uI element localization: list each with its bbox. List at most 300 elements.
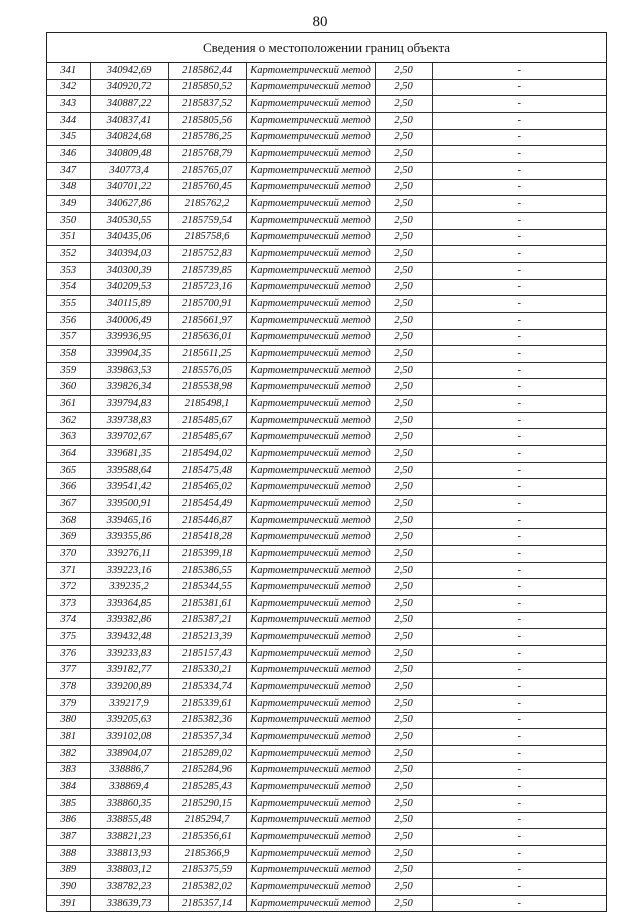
point-number-cell: 380 — [47, 712, 90, 729]
x-coordinate-cell: 339217,9 — [90, 695, 168, 712]
method-cell: Картометрический метод — [246, 212, 375, 229]
method-cell: Картометрический метод — [246, 412, 375, 429]
description-cell: - — [432, 429, 606, 446]
accuracy-cell: 2,50 — [375, 729, 432, 746]
point-number-cell: 382 — [47, 745, 90, 762]
accuracy-cell: 2,50 — [375, 546, 432, 563]
point-number-cell: 390 — [47, 879, 90, 896]
point-number-cell: 371 — [47, 562, 90, 579]
point-number-cell: 361 — [47, 396, 90, 413]
table-row — [47, 63, 606, 79]
point-number-cell: 378 — [47, 679, 90, 696]
method-cell: Картометрический метод — [246, 196, 375, 213]
table-row — [47, 312, 606, 329]
accuracy-cell: 2,50 — [375, 862, 432, 879]
accuracy-cell: 2,50 — [375, 629, 432, 646]
x-coordinate-cell: 339904,35 — [90, 346, 168, 363]
y-coordinate-cell: 2185837,52 — [168, 96, 246, 113]
y-coordinate-cell: 2185357,14 — [168, 895, 246, 911]
method-cell: Картометрический метод — [246, 129, 375, 146]
y-coordinate-cell: 2185213,39 — [168, 629, 246, 646]
y-coordinate-cell: 2185290,15 — [168, 795, 246, 812]
method-cell: Картометрический метод — [246, 279, 375, 296]
point-number-cell: 377 — [47, 662, 90, 679]
method-cell: Картометрический метод — [246, 596, 375, 613]
table-row — [47, 396, 606, 413]
table-row — [47, 895, 606, 911]
description-cell: - — [432, 179, 606, 196]
x-coordinate-cell: 338869,4 — [90, 779, 168, 796]
description-cell: - — [432, 529, 606, 546]
description-cell: - — [432, 679, 606, 696]
method-cell: Картометрический метод — [246, 629, 375, 646]
y-coordinate-cell: 2185418,28 — [168, 529, 246, 546]
table-row — [47, 279, 606, 296]
y-coordinate-cell: 2185465,02 — [168, 479, 246, 496]
accuracy-cell: 2,50 — [375, 246, 432, 263]
method-cell: Картометрический метод — [246, 795, 375, 812]
method-cell: Картометрический метод — [246, 812, 375, 829]
method-cell: Картометрический метод — [246, 396, 375, 413]
accuracy-cell: 2,50 — [375, 712, 432, 729]
x-coordinate-cell: 340530,55 — [90, 212, 168, 229]
description-cell: - — [432, 546, 606, 563]
table-row — [47, 229, 606, 246]
x-coordinate-cell: 339102,08 — [90, 729, 168, 746]
accuracy-cell: 2,50 — [375, 146, 432, 163]
boundary-table-frame — [46, 32, 607, 912]
y-coordinate-cell: 2185768,79 — [168, 146, 246, 163]
table-row — [47, 296, 606, 313]
accuracy-cell: 2,50 — [375, 279, 432, 296]
y-coordinate-cell: 2185723,16 — [168, 279, 246, 296]
x-coordinate-cell: 339276,11 — [90, 546, 168, 563]
y-coordinate-cell: 2185382,02 — [168, 879, 246, 896]
point-number-cell: 342 — [47, 79, 90, 96]
method-cell: Картометрический метод — [246, 329, 375, 346]
x-coordinate-cell: 339235,2 — [90, 579, 168, 596]
description-cell: - — [432, 162, 606, 179]
x-coordinate-cell: 338886,7 — [90, 762, 168, 779]
method-cell: Картометрический метод — [246, 762, 375, 779]
point-number-cell: 391 — [47, 895, 90, 911]
accuracy-cell: 2,50 — [375, 379, 432, 396]
x-coordinate-cell: 339233,83 — [90, 645, 168, 662]
accuracy-cell: 2,50 — [375, 429, 432, 446]
y-coordinate-cell: 2185387,21 — [168, 612, 246, 629]
method-cell: Картометрический метод — [246, 779, 375, 796]
accuracy-cell: 2,50 — [375, 462, 432, 479]
point-number-cell: 349 — [47, 196, 90, 213]
point-number-cell: 370 — [47, 546, 90, 563]
point-number-cell: 355 — [47, 296, 90, 313]
accuracy-cell: 2,50 — [375, 112, 432, 129]
method-cell: Картометрический метод — [246, 262, 375, 279]
method-cell: Картометрический метод — [246, 146, 375, 163]
accuracy-cell: 2,50 — [375, 645, 432, 662]
x-coordinate-cell: 339541,42 — [90, 479, 168, 496]
table-heading: Сведения о местоположении границ объекта — [47, 33, 606, 63]
table-row — [47, 212, 606, 229]
description-cell: - — [432, 112, 606, 129]
table-row — [47, 362, 606, 379]
accuracy-cell: 2,50 — [375, 362, 432, 379]
point-number-cell: 389 — [47, 862, 90, 879]
y-coordinate-cell: 2185759,54 — [168, 212, 246, 229]
accuracy-cell: 2,50 — [375, 329, 432, 346]
x-coordinate-cell: 339355,86 — [90, 529, 168, 546]
description-cell: - — [432, 579, 606, 596]
description-cell: - — [432, 312, 606, 329]
table-row — [47, 112, 606, 129]
x-coordinate-cell: 338855,48 — [90, 812, 168, 829]
y-coordinate-cell: 2185344,55 — [168, 579, 246, 596]
y-coordinate-cell: 2185576,05 — [168, 362, 246, 379]
method-cell: Картометрический метод — [246, 63, 375, 79]
table-row — [47, 712, 606, 729]
table-row — [47, 346, 606, 363]
y-coordinate-cell: 2185386,55 — [168, 562, 246, 579]
point-number-cell: 365 — [47, 462, 90, 479]
table-row — [47, 529, 606, 546]
description-cell: - — [432, 246, 606, 263]
y-coordinate-cell: 2185611,25 — [168, 346, 246, 363]
method-cell: Картометрический метод — [246, 879, 375, 896]
y-coordinate-cell: 2185294,7 — [168, 812, 246, 829]
method-cell: Картометрический метод — [246, 645, 375, 662]
table-row — [47, 262, 606, 279]
x-coordinate-cell: 340942,69 — [90, 63, 168, 79]
y-coordinate-cell: 2185330,21 — [168, 662, 246, 679]
x-coordinate-cell: 338904,07 — [90, 745, 168, 762]
x-coordinate-cell: 339182,77 — [90, 662, 168, 679]
description-cell: - — [432, 279, 606, 296]
description-cell: - — [432, 512, 606, 529]
accuracy-cell: 2,50 — [375, 162, 432, 179]
description-cell: - — [432, 645, 606, 662]
x-coordinate-cell: 340435,06 — [90, 229, 168, 246]
description-cell: - — [432, 346, 606, 363]
table-row — [47, 662, 606, 679]
point-number-cell: 367 — [47, 496, 90, 513]
page-number: 80 — [312, 14, 328, 30]
method-cell: Картометрический метод — [246, 496, 375, 513]
y-coordinate-cell: 2185157,43 — [168, 645, 246, 662]
y-coordinate-cell: 2185494,02 — [168, 446, 246, 463]
accuracy-cell: 2,50 — [375, 179, 432, 196]
x-coordinate-cell: 340300,39 — [90, 262, 168, 279]
description-cell: - — [432, 379, 606, 396]
accuracy-cell: 2,50 — [375, 396, 432, 413]
method-cell: Картометрический метод — [246, 529, 375, 546]
y-coordinate-cell: 2185762,2 — [168, 196, 246, 213]
y-coordinate-cell: 2185700,91 — [168, 296, 246, 313]
y-coordinate-cell: 2185356,61 — [168, 829, 246, 846]
x-coordinate-cell: 340887,22 — [90, 96, 168, 113]
description-cell: - — [432, 712, 606, 729]
description-cell: - — [432, 212, 606, 229]
description-cell: - — [432, 329, 606, 346]
y-coordinate-cell: 2185289,02 — [168, 745, 246, 762]
y-coordinate-cell: 2185862,44 — [168, 63, 246, 79]
x-coordinate-cell: 339738,83 — [90, 412, 168, 429]
x-coordinate-cell: 340701,22 — [90, 179, 168, 196]
y-coordinate-cell: 2185366,9 — [168, 845, 246, 862]
point-number-cell: 379 — [47, 695, 90, 712]
method-cell: Картометрический метод — [246, 845, 375, 862]
method-cell: Картометрический метод — [246, 312, 375, 329]
point-number-cell: 341 — [47, 63, 90, 79]
point-number-cell: 372 — [47, 579, 90, 596]
table-row — [47, 162, 606, 179]
table-row — [47, 446, 606, 463]
accuracy-cell: 2,50 — [375, 879, 432, 896]
method-cell: Картометрический метод — [246, 512, 375, 529]
description-cell: - — [432, 296, 606, 313]
table-row — [47, 329, 606, 346]
x-coordinate-cell: 339223,16 — [90, 562, 168, 579]
accuracy-cell: 2,50 — [375, 346, 432, 363]
accuracy-cell: 2,50 — [375, 562, 432, 579]
table-row — [47, 412, 606, 429]
description-cell: - — [432, 79, 606, 96]
table-row — [47, 879, 606, 896]
table-row — [47, 379, 606, 396]
method-cell: Картометрический метод — [246, 679, 375, 696]
description-cell: - — [432, 362, 606, 379]
point-number-cell: 360 — [47, 379, 90, 396]
method-cell: Картометрический метод — [246, 96, 375, 113]
accuracy-cell: 2,50 — [375, 662, 432, 679]
method-cell: Картометрический метод — [246, 662, 375, 679]
y-coordinate-cell: 2185357,34 — [168, 729, 246, 746]
y-coordinate-cell: 2185446,87 — [168, 512, 246, 529]
x-coordinate-cell: 340006,49 — [90, 312, 168, 329]
x-coordinate-cell: 339382,86 — [90, 612, 168, 629]
point-number-cell: 388 — [47, 845, 90, 862]
point-number-cell: 347 — [47, 162, 90, 179]
accuracy-cell: 2,50 — [375, 63, 432, 79]
x-coordinate-cell: 339794,83 — [90, 396, 168, 413]
point-number-cell: 346 — [47, 146, 90, 163]
y-coordinate-cell: 2185485,67 — [168, 412, 246, 429]
accuracy-cell: 2,50 — [375, 779, 432, 796]
method-cell: Картометрический метод — [246, 112, 375, 129]
method-cell: Картометрический метод — [246, 479, 375, 496]
x-coordinate-cell: 339588,64 — [90, 462, 168, 479]
y-coordinate-cell: 2185739,85 — [168, 262, 246, 279]
description-cell: - — [432, 745, 606, 762]
x-coordinate-cell: 338639,73 — [90, 895, 168, 911]
accuracy-cell: 2,50 — [375, 596, 432, 613]
point-number-cell: 353 — [47, 262, 90, 279]
accuracy-cell: 2,50 — [375, 212, 432, 229]
method-cell: Картометрический метод — [246, 829, 375, 846]
x-coordinate-cell: 338860,35 — [90, 795, 168, 812]
point-number-cell: 373 — [47, 596, 90, 613]
description-cell: - — [432, 262, 606, 279]
x-coordinate-cell: 339826,34 — [90, 379, 168, 396]
x-coordinate-cell: 339205,63 — [90, 712, 168, 729]
description-cell: - — [432, 596, 606, 613]
method-cell: Картометрический метод — [246, 695, 375, 712]
table-row — [47, 196, 606, 213]
description-cell: - — [432, 662, 606, 679]
description-cell: - — [432, 845, 606, 862]
y-coordinate-cell: 2185765,07 — [168, 162, 246, 179]
point-number-cell: 344 — [47, 112, 90, 129]
accuracy-cell: 2,50 — [375, 895, 432, 911]
x-coordinate-cell: 340824,68 — [90, 129, 168, 146]
x-coordinate-cell: 338821,23 — [90, 829, 168, 846]
description-cell: - — [432, 63, 606, 79]
description-cell: - — [432, 829, 606, 846]
x-coordinate-cell: 340773,4 — [90, 162, 168, 179]
x-coordinate-cell: 340809,48 — [90, 146, 168, 163]
y-coordinate-cell: 2185334,74 — [168, 679, 246, 696]
point-number-cell: 374 — [47, 612, 90, 629]
method-cell: Картометрический метод — [246, 612, 375, 629]
method-cell: Картометрический метод — [246, 379, 375, 396]
table-row — [47, 645, 606, 662]
table-row — [47, 596, 606, 613]
point-number-cell: 348 — [47, 179, 90, 196]
description-cell: - — [432, 729, 606, 746]
x-coordinate-cell: 340920,72 — [90, 79, 168, 96]
table-row — [47, 679, 606, 696]
accuracy-cell: 2,50 — [375, 196, 432, 213]
x-coordinate-cell: 339500,91 — [90, 496, 168, 513]
accuracy-cell: 2,50 — [375, 695, 432, 712]
point-number-cell: 356 — [47, 312, 90, 329]
description-cell: - — [432, 879, 606, 896]
accuracy-cell: 2,50 — [375, 496, 432, 513]
method-cell: Картометрический метод — [246, 712, 375, 729]
accuracy-cell: 2,50 — [375, 679, 432, 696]
point-number-cell: 366 — [47, 479, 90, 496]
accuracy-cell: 2,50 — [375, 812, 432, 829]
method-cell: Картометрический метод — [246, 895, 375, 911]
y-coordinate-cell: 2185454,49 — [168, 496, 246, 513]
y-coordinate-cell: 2185636,01 — [168, 329, 246, 346]
point-number-cell: 357 — [47, 329, 90, 346]
point-number-cell: 369 — [47, 529, 90, 546]
point-number-cell: 387 — [47, 829, 90, 846]
accuracy-cell: 2,50 — [375, 229, 432, 246]
description-cell: - — [432, 612, 606, 629]
table-row — [47, 845, 606, 862]
table-row — [47, 146, 606, 163]
point-number-cell: 376 — [47, 645, 90, 662]
description-cell: - — [432, 412, 606, 429]
table-row — [47, 695, 606, 712]
point-number-cell: 368 — [47, 512, 90, 529]
accuracy-cell: 2,50 — [375, 795, 432, 812]
method-cell: Картометрический метод — [246, 446, 375, 463]
table-row — [47, 745, 606, 762]
accuracy-cell: 2,50 — [375, 829, 432, 846]
table-row — [47, 479, 606, 496]
table-row — [47, 96, 606, 113]
table-row — [47, 512, 606, 529]
x-coordinate-cell: 340837,41 — [90, 112, 168, 129]
description-cell: - — [432, 695, 606, 712]
y-coordinate-cell: 2185760,45 — [168, 179, 246, 196]
point-number-cell: 343 — [47, 96, 90, 113]
method-cell: Картометрический метод — [246, 429, 375, 446]
table-row — [47, 546, 606, 563]
description-cell: - — [432, 462, 606, 479]
x-coordinate-cell: 339863,53 — [90, 362, 168, 379]
accuracy-cell: 2,50 — [375, 529, 432, 546]
accuracy-cell: 2,50 — [375, 96, 432, 113]
description-cell: - — [432, 779, 606, 796]
x-coordinate-cell: 339364,85 — [90, 596, 168, 613]
method-cell: Картометрический метод — [246, 296, 375, 313]
x-coordinate-cell: 339681,35 — [90, 446, 168, 463]
method-cell: Картометрический метод — [246, 162, 375, 179]
point-number-cell: 351 — [47, 229, 90, 246]
table-row — [47, 795, 606, 812]
accuracy-cell: 2,50 — [375, 579, 432, 596]
point-number-cell: 362 — [47, 412, 90, 429]
table-row — [47, 729, 606, 746]
y-coordinate-cell: 2185475,48 — [168, 462, 246, 479]
method-cell: Картометрический метод — [246, 462, 375, 479]
y-coordinate-cell: 2185805,56 — [168, 112, 246, 129]
method-cell: Картометрический метод — [246, 862, 375, 879]
accuracy-cell: 2,50 — [375, 312, 432, 329]
description-cell: - — [432, 496, 606, 513]
table-row — [47, 629, 606, 646]
table-row — [47, 579, 606, 596]
description-cell: - — [432, 629, 606, 646]
y-coordinate-cell: 2185485,67 — [168, 429, 246, 446]
point-number-cell: 359 — [47, 362, 90, 379]
description-cell: - — [432, 129, 606, 146]
y-coordinate-cell: 2185752,83 — [168, 246, 246, 263]
y-coordinate-cell: 2185538,98 — [168, 379, 246, 396]
description-cell: - — [432, 862, 606, 879]
table-row — [47, 79, 606, 96]
x-coordinate-cell: 340209,53 — [90, 279, 168, 296]
table-row — [47, 429, 606, 446]
table-row — [47, 762, 606, 779]
x-coordinate-cell: 340394,03 — [90, 246, 168, 263]
y-coordinate-cell: 2185850,52 — [168, 79, 246, 96]
point-number-cell: 352 — [47, 246, 90, 263]
x-coordinate-cell: 340627,86 — [90, 196, 168, 213]
accuracy-cell: 2,50 — [375, 79, 432, 96]
method-cell: Картометрический метод — [246, 362, 375, 379]
method-cell: Картометрический метод — [246, 729, 375, 746]
point-number-cell: 384 — [47, 779, 90, 796]
y-coordinate-cell: 2185381,61 — [168, 596, 246, 613]
description-cell: - — [432, 229, 606, 246]
description-cell: - — [432, 196, 606, 213]
point-number-cell: 363 — [47, 429, 90, 446]
point-number-cell: 386 — [47, 812, 90, 829]
coordinates-table — [47, 63, 606, 911]
y-coordinate-cell: 2185375,59 — [168, 862, 246, 879]
x-coordinate-cell: 339432,48 — [90, 629, 168, 646]
y-coordinate-cell: 2185399,18 — [168, 546, 246, 563]
accuracy-cell: 2,50 — [375, 845, 432, 862]
x-coordinate-cell: 338782,23 — [90, 879, 168, 896]
description-cell: - — [432, 396, 606, 413]
description-cell: - — [432, 812, 606, 829]
point-number-cell: 345 — [47, 129, 90, 146]
